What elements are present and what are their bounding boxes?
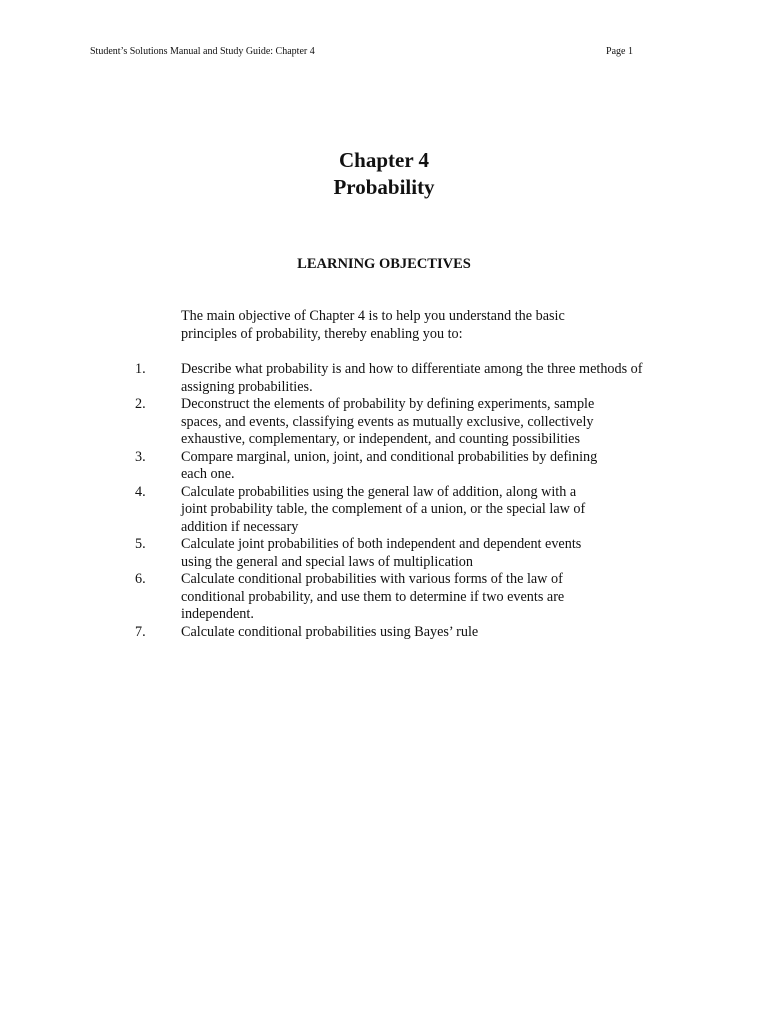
objective-number: 3. — [135, 448, 146, 465]
objective-line: Calculate probabilities using the general law of addition, along with a — [181, 483, 577, 500]
running-header — [90, 46, 633, 58]
header-title: Student’s Solutions Manual and Study Guide: Chapter 4 — [90, 46, 315, 57]
objective-number: 1. — [135, 361, 146, 377]
objective-line: Deconstruct the elements of probability by defining experiments, sample — [181, 396, 595, 412]
objective-item — [135, 571, 680, 624]
intro-line: The main objective of Chapter 4 is to help you understand the basic — [181, 308, 565, 324]
objective-line: joint probability table, the complement of a union, or the special law of — [181, 501, 586, 517]
objective-line: conditional probability, and use them to determine if two events are — [181, 588, 565, 605]
objective-item — [135, 624, 680, 642]
objective-item — [135, 396, 680, 449]
page-number: Page 1 — [606, 46, 633, 57]
objective-line: addition if necessary — [181, 518, 299, 535]
objective-line: spaces, and events, classifying events as mutually exclusive, collectively — [181, 413, 594, 430]
chapter-title: Probability — [333, 175, 435, 199]
chapter-title-block — [0, 147, 768, 201]
intro-paragraph — [181, 308, 621, 343]
objective-item — [135, 536, 680, 571]
intro-line: principles of probability, thereby enabling you to: — [181, 325, 463, 342]
objective-line: Calculate conditional probabilities with various forms of the law of — [181, 571, 563, 587]
objectives-list — [135, 361, 680, 641]
objective-line: Describe what probability is and how to differentiate among the three methods of — [181, 361, 643, 377]
objective-line: Compare marginal, union, joint, and conditional probabilities by defining — [181, 448, 598, 465]
objective-line: exhaustive, complementary, or independent, and counting possibilities — [181, 431, 580, 447]
objective-line: using the general and special laws of multiplication — [181, 553, 473, 570]
objective-line: independent. — [181, 606, 254, 622]
objective-number: 7. — [135, 623, 146, 640]
objective-line: each one. — [181, 466, 235, 482]
objective-line: Calculate joint probabilities of both independent and dependent events — [181, 536, 582, 552]
objective-item — [135, 484, 680, 537]
objective-number: 6. — [135, 571, 146, 587]
section-heading: LEARNING OBJECTIVES — [297, 256, 471, 272]
objective-number: 4. — [135, 483, 146, 500]
objective-number: 2. — [135, 396, 146, 412]
objective-line: Calculate conditional probabilities using Bayes’ rule — [181, 623, 479, 640]
chapter-number: Chapter 4 — [338, 148, 430, 172]
objective-item — [135, 449, 680, 484]
objective-number: 5. — [135, 536, 146, 552]
objective-item — [135, 361, 680, 396]
objective-line: assigning probabilities. — [181, 378, 313, 395]
